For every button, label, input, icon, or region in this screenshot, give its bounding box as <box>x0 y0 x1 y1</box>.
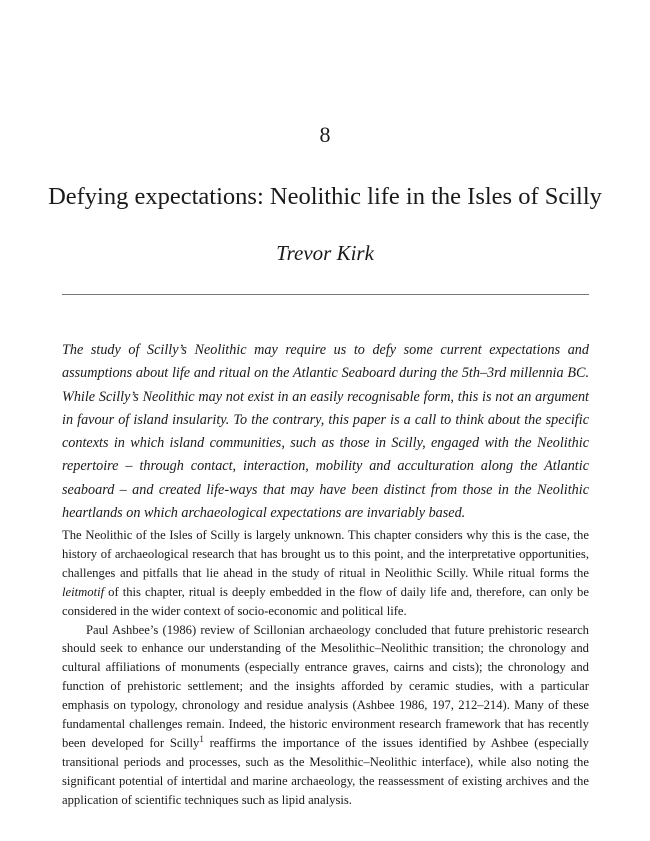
body-line: application of scientific techniques such as lipid analysis. <box>62 792 352 807</box>
body-line: Paul Ashbee’s (1986) review of Scillonian archaeology concluded that future prehistoric research <box>86 622 589 637</box>
body-line: transitional periods and processes, such as the Mesolithic–Neolithic interface), while also noting the <box>62 754 589 769</box>
body-line-text: been developed for Scilly <box>62 735 200 750</box>
title-divider <box>62 294 589 295</box>
body-line: emphasis on typology, chronology and residue analysis (Ashbee 1986, 197, 212–214). Many of these <box>62 698 589 713</box>
chapter-title: Defying expectations: Neolithic life in the Isles of Scilly <box>48 183 602 210</box>
paragraph-1 <box>62 526 589 621</box>
body-line: should seek to enhance our understanding of the Mesolithic–Neolithic transition; the chronology and <box>62 641 589 656</box>
body-line-text: of this chapter, ritual is deeply embedded in the flow of daily life and, therefore, can only be <box>104 584 589 599</box>
body-line <box>62 583 589 602</box>
abstract-line: heartlands on which archaeological expectations are invariably based. <box>62 505 466 522</box>
abstract-line: While Scilly’s Neolithic may not exist in an easily recognisable form, this is not an argument <box>62 388 589 405</box>
body-line-text: reaffirms the importance of the issues identified by Ashbee (especially <box>203 735 589 750</box>
body-line: considered in the wider context of socio-economic and political life. <box>62 603 407 618</box>
body-line: history of archaeological research that has brought us to this point, and the interpretative opportunities, <box>62 546 589 561</box>
abstract-line: in favour of island insularity. To the contrary, this paper is a call to think about the specific <box>62 411 589 428</box>
body-line: function of prehistoric settlement; and the insights afforded by ceramic studies, with a particular <box>62 679 589 694</box>
paragraph-2 <box>62 621 589 810</box>
chapter-number: 8 <box>319 122 331 147</box>
body-line: cultural affiliations of monuments (especially entrance graves, cairns and cists); the chronology and <box>62 660 589 675</box>
abstract <box>62 339 589 525</box>
body-text <box>62 526 589 810</box>
abstract-line: repertoire – through contact, interaction, mobility and acculturation along the Atlantic <box>62 458 589 475</box>
abstract-line: contexts in which island communities, such as those in Scilly, engaged with the Neolithic <box>62 435 589 452</box>
chapter-author: Trevor Kirk <box>276 241 374 265</box>
abstract-line: assumptions about life and ritual on the Atlantic Seaboard during the 5th–3rd millennia BC. <box>62 365 589 382</box>
body-line <box>62 734 589 753</box>
body-line: fundamental challenges remain. Indeed, the historic environment research framework that has recently <box>62 717 589 732</box>
body-line: The Neolithic of the Isles of Scilly is largely unknown. This chapter considers why this is the case, the <box>62 528 589 542</box>
leitmotif-term: leitmotif <box>62 584 105 599</box>
abstract-line: seaboard – and created life-ways that may have been distinct from those in the Neolithic <box>62 481 589 498</box>
body-line: significant potential of intertidal and marine archaeology, the reassessment of existing archives and the <box>62 773 589 788</box>
body-line: challenges and pitfalls that lie ahead in the study of ritual in Neolithic Scilly. While ritual forms the <box>62 565 589 580</box>
footnote-ref-1[interactable]: 1 <box>199 733 204 744</box>
abstract-line: The study of Scilly’s Neolithic may require us to defy some current expectations and <box>62 342 589 358</box>
